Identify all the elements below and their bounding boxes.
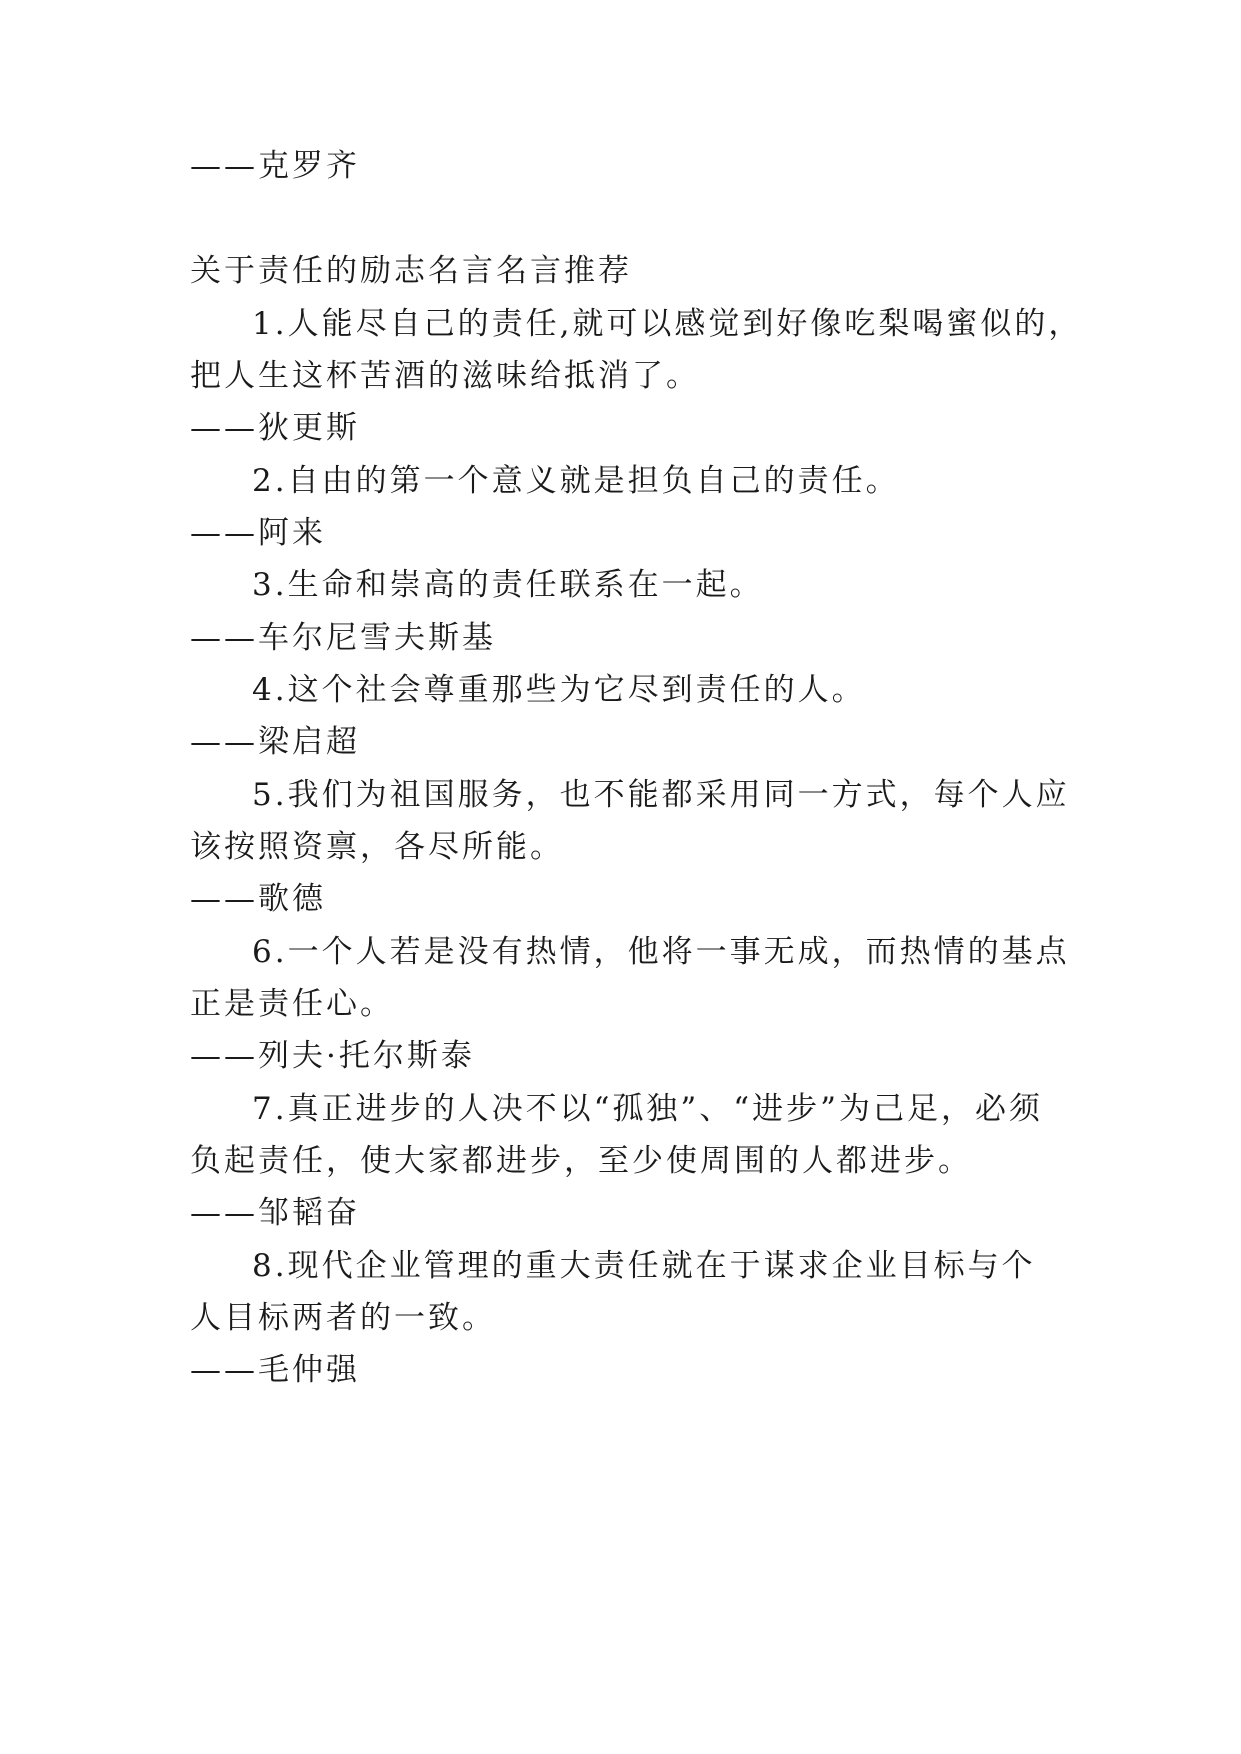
quote-1-line-1: 1.人能尽自己的责任,就可以感觉到好像吃梨喝蜜似的， bbox=[252, 306, 1083, 342]
quote-4-line-1: 4.这个社会尊重那些为它尽到责任的人。 bbox=[252, 672, 866, 708]
quote-8-line-1: 8.现代企业管理的重大责任就在于谋求企业目标与个 bbox=[252, 1248, 1036, 1284]
quote-7-line-1: 7.真正进步的人决不以“孤独”、“进步”为己足，必须 bbox=[252, 1091, 1043, 1127]
quote-4-attribution: ——梁启超 bbox=[190, 724, 360, 760]
quote-8-attribution: ——毛仲强 bbox=[190, 1352, 360, 1388]
quote-7-attribution: ——邹韬奋 bbox=[190, 1195, 360, 1231]
opening-attribution: ——克罗齐 bbox=[190, 148, 360, 184]
quote-7-line-2: 负起责任，使大家都进步，至少使周围的人都进步。 bbox=[190, 1143, 972, 1179]
quote-5-line-2: 该按照资禀，各尽所能。 bbox=[190, 829, 564, 865]
quote-3-line-1: 3.生命和崇高的责任联系在一起。 bbox=[252, 567, 764, 603]
quote-8-line-2: 人目标两者的一致。 bbox=[190, 1300, 496, 1336]
quote-1-line-2: 把人生这杯苦酒的滋味给抵消了。 bbox=[190, 358, 700, 394]
quote-5-attribution: ——歌德 bbox=[190, 881, 326, 917]
quote-6-line-2: 正是责任心。 bbox=[190, 986, 394, 1022]
quote-3-attribution: ——车尔尼雪夫斯基 bbox=[190, 620, 496, 656]
section-title: 关于责任的励志名言名言推荐 bbox=[190, 253, 632, 289]
quote-6-line-1: 6.一个人若是没有热情，他将一事无成，而热情的基点 bbox=[252, 934, 1070, 970]
quote-2-attribution: ——阿来 bbox=[190, 515, 326, 551]
quote-1-attribution: ——狄更斯 bbox=[190, 410, 360, 446]
quote-6-attribution: ——列夫·托尔斯泰 bbox=[190, 1038, 475, 1074]
quote-2-line-1: 2.自由的第一个意义就是担负自己的责任。 bbox=[252, 463, 900, 499]
quote-5-line-1: 5.我们为祖国服务，也不能都采用同一方式，每个人应 bbox=[252, 777, 1070, 813]
